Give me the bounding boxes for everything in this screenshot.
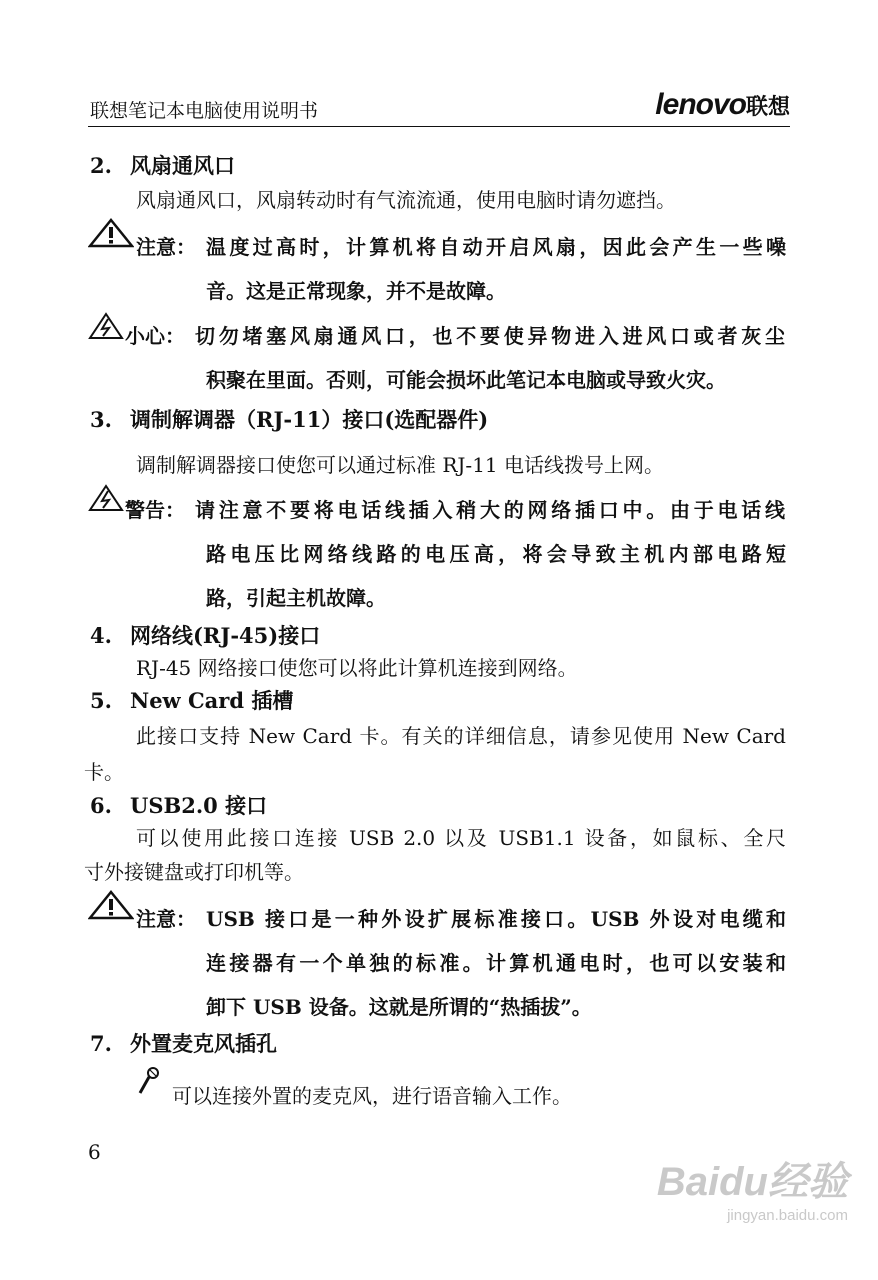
electric-hazard-icon [88, 312, 124, 340]
section-heading [90, 620, 320, 650]
paragraph: RJ-45 网络接口使您可以将此计算机连接到网络。 [136, 656, 578, 680]
paragraph: 此接口支持 New Card 卡。有关的详细信息，请参见使用 New Card [136, 724, 786, 748]
note-text: 切勿堵塞风扇通风口，也不要使异物进入进风口或者灰尘 [195, 324, 785, 348]
microphone-icon [134, 1066, 162, 1098]
section-heading [90, 685, 293, 715]
note-text: 温度过高时，计算机将自动开启风扇，因此会产生一些噪 [206, 235, 786, 259]
caution-triangle-icon [88, 890, 134, 920]
note-text: USB 接口是一种外设扩展标准接口。USB 外设对电缆和 [206, 907, 786, 931]
section-heading [90, 404, 488, 434]
section-number: 2. [90, 153, 112, 178]
section-number: 7. [90, 1031, 112, 1056]
page-number: 6 [88, 1140, 101, 1164]
watermark-brand: Baidu经验 [656, 1160, 848, 1204]
note-label: 注意： [136, 907, 196, 931]
section-heading [90, 150, 235, 180]
note-text: 音。这是正常现象，并不是故障。 [206, 279, 506, 303]
note-text: 积聚在里面。否则，可能会损坏此笔记本电脑或导致火灾。 [206, 368, 726, 392]
section-title: New Card 插槽 [130, 688, 294, 713]
section-title: 网络线(RJ-45)接口 [130, 623, 321, 648]
caution-triangle-icon [88, 218, 134, 248]
section-heading [90, 790, 267, 820]
logo-text: lenovo [655, 88, 746, 121]
section-title: 调制解调器（RJ-11）接口(选配器件) [130, 407, 489, 432]
electric-hazard-icon [88, 484, 124, 512]
warning-label: 警告： [125, 498, 185, 522]
section-number: 6. [90, 793, 112, 818]
lenovo-logo [655, 88, 790, 122]
warning-text: 路，引起主机故障。 [206, 586, 386, 610]
paragraph: 寸外接键盘或打印机等。 [84, 860, 304, 884]
paragraph: 调制解调器接口使您可以通过标准 RJ-11 电话线拨号上网。 [136, 453, 664, 477]
section-number: 5. [90, 688, 112, 713]
paragraph: 可以连接外置的麦克风，进行语音输入工作。 [172, 1084, 572, 1108]
logo-cn-text: 联想 [745, 94, 790, 119]
note-label: 注意： [136, 235, 196, 259]
section-number: 3. [90, 407, 112, 432]
section-title: 外置麦克风插孔 [130, 1031, 277, 1056]
paragraph: 风扇通风口，风扇转动时有气流流通，使用电脑时请勿遮挡。 [136, 188, 676, 212]
watermark-url: jingyan.baidu.com [727, 1207, 848, 1224]
warning-text: 请注意不要将电话线插入稍大的网络插口中。由于电话线 [195, 498, 785, 522]
section-heading [90, 1028, 277, 1058]
note-text: 卸下 USB 设备。这就是所谓的“热插拔”。 [206, 995, 592, 1019]
header-rule [88, 126, 790, 127]
note-label: 小心： [125, 324, 185, 348]
note-text: 连接器有一个单独的标准。计算机通电时，也可以安装和 [206, 951, 786, 975]
section-title: 风扇通风口 [130, 153, 235, 178]
baidu-watermark [657, 1150, 848, 1224]
paragraph: 可以使用此接口连接 USB 2.0 以及 USB1.1 设备，如鼠标、全尺 [136, 826, 786, 850]
paragraph: 卡。 [84, 760, 124, 784]
warning-text: 路电压比网络线路的电压高，将会导致主机内部电路短 [206, 542, 786, 566]
section-number: 4. [90, 623, 112, 648]
section-title: USB2.0 接口 [130, 793, 268, 818]
document-title: 联想笔记本电脑使用说明书 [90, 100, 319, 122]
